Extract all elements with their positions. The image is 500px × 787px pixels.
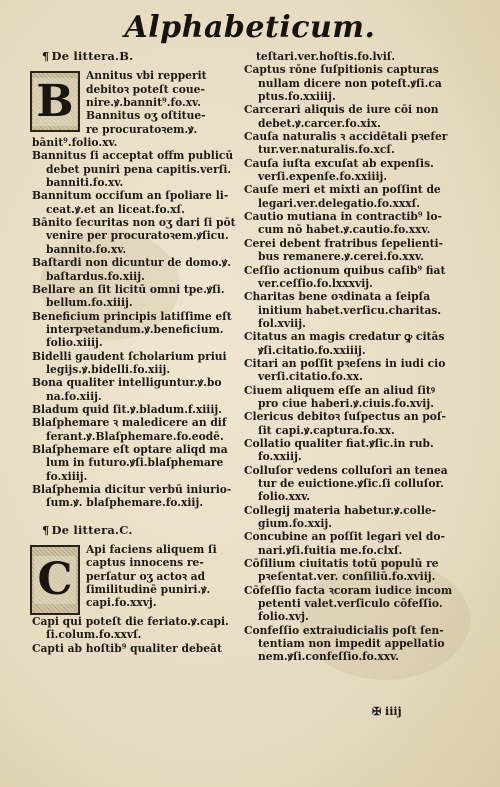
- entry-line: bānit⁹.folio.xv.: [32, 136, 118, 150]
- entry-line: Blaſphemia dicitur verbū iniurio-: [32, 483, 232, 496]
- entry-line: banniti.fo.xv.: [46, 176, 124, 190]
- entry-line: fol.xviij.: [258, 316, 306, 330]
- list-item: [244, 357, 462, 384]
- entry-line: fo.xxiij.: [258, 450, 302, 464]
- entry-line: nullam dicere non poteſt.ꝟſi.ca: [258, 76, 442, 90]
- list-item: [244, 504, 462, 531]
- initial-entry-b: [32, 69, 238, 149]
- entry-line: Baſtardi non dicuntur de domo.ꝟ.: [32, 256, 231, 270]
- section-heading-b: [42, 50, 238, 63]
- entry-line: Bannitus oʒ oſtitue-: [86, 109, 206, 123]
- initial-letter: C: [34, 556, 75, 604]
- entry-line: tur de euictione.ꝟſic.ſi colluſor.: [258, 477, 444, 490]
- entry-line: Blaſphemare ꝛ maledicere an dif: [32, 416, 227, 430]
- entry-line: Cōfeſſio facta ꝛcoram iudice incom: [244, 583, 453, 597]
- entry-line: nari.ꝟſi.fuitia me.fo.clxſ.: [258, 543, 403, 557]
- section-heading-text: De littera.C.: [51, 522, 133, 537]
- list-item: [32, 256, 238, 283]
- entry-line: tur.ver.naturalis.fo.xcſ.: [258, 143, 395, 157]
- entry-line: na.fo.xiij.: [46, 389, 102, 403]
- initial-entry-c: [32, 543, 238, 615]
- entries-c: [32, 615, 238, 655]
- section-heading-text: De littera.B.: [51, 49, 134, 63]
- decorated-initial-b: [30, 71, 80, 132]
- list-item: [244, 530, 462, 557]
- entry-line: folio.xxv.: [258, 490, 311, 504]
- entry-line: ptus.fo.xxiiij.: [258, 90, 336, 104]
- list-item: [244, 290, 462, 330]
- entry-line: folio.xiiij.: [46, 336, 103, 350]
- list-item: [32, 350, 238, 377]
- list-item: [32, 483, 238, 510]
- list-item: [244, 183, 462, 210]
- list-item: [32, 310, 238, 350]
- entry-line: legijs.ꝟ.bidelli.fo.xiij.: [46, 362, 171, 376]
- entry-line: ſum.ꝟ. blaſphemare.fo.xiij.: [46, 496, 204, 510]
- entry-line: Cauſe meri et mixti an poſſint de: [244, 183, 441, 197]
- spacer: [32, 510, 238, 524]
- entry-line: fo.xiiij.: [46, 469, 88, 483]
- entry-line: debet puniri pena capitis.verſi.: [46, 162, 232, 176]
- list-item: [32, 403, 238, 416]
- entry-line: Cerei debent fratribus ſepelienti-: [244, 236, 444, 250]
- list-item: [32, 216, 238, 256]
- entry-line: tentiam non impedit appellatio: [258, 637, 445, 651]
- entry-line: lum in futuro.ꝟſi.blaſphemare: [46, 456, 224, 470]
- entry-line: petenti valet.verſiculo cōfeſſio.: [258, 597, 443, 611]
- entry-line: ceat.ꝟ.et an liceat.fo.xſ.: [46, 202, 185, 216]
- list-item: [244, 557, 462, 584]
- entry-line: perſatur oʒ actoꝛ ad: [86, 569, 206, 583]
- initial-letter: B: [33, 78, 76, 126]
- entry-line: Bidelli gaudent ſcholarium priui: [32, 349, 227, 363]
- pilcrow-icon: ¶: [42, 522, 50, 537]
- entry-line: debitoꝛ poteſt coue-: [86, 82, 205, 96]
- entry-line: Cōſilium ciuitatis totū populū re: [244, 557, 439, 571]
- entry-line: nire.ꝟ.bannit⁹.fo.xv.: [86, 96, 201, 110]
- pilcrow-icon: ¶: [42, 49, 50, 63]
- list-item: [32, 642, 238, 655]
- entry-line: pro ciue haberi.ꝟ.ciuis.fo.xvij.: [258, 396, 434, 410]
- list-item: [244, 264, 462, 291]
- entry-line: Charitas bene oꝛdinata a ſeipſa: [244, 290, 431, 304]
- signature-mark: ✠ iiij: [372, 705, 402, 718]
- list-item: [244, 464, 462, 504]
- entry-line: Cauſa iuſta excuſat ab expenſis.: [244, 156, 434, 170]
- entry-line: Colluſor vedens colluſori an tenea: [244, 463, 448, 477]
- page-title: Alphabeticum.: [124, 10, 376, 45]
- entry-line: cum nō habet.ꝟ.cautio.fo.xxv.: [258, 223, 431, 237]
- entry-line: ſit capi.ꝟ.captura.fo.xx.: [258, 423, 395, 437]
- right-column: [244, 50, 462, 664]
- list-item: [32, 149, 238, 189]
- entry-line: Collegij materia habetur.ꝟ.colle-: [244, 503, 437, 517]
- entry-line: Blaſphemare eſt optare aliqd ma: [32, 442, 228, 456]
- entry-line: Bannitus ſi acceptat offm publicū: [32, 149, 234, 163]
- entry-line: pꝛeſentat.ver. conſiliū.fo.xviij.: [258, 570, 436, 584]
- entry-line: ferant.ꝟ.Blaſphemare.fo.eodē.: [46, 429, 224, 443]
- decorated-initial-c: [30, 545, 80, 615]
- entry-line: ſi.colum.fo.xxvſ.: [46, 628, 142, 642]
- entry-line: Ceſſio actionum quibus caſib⁹ fiat: [244, 263, 446, 277]
- list-item: [244, 584, 462, 624]
- entry-line: Annitus vbi repperit: [86, 69, 207, 83]
- list-item: [32, 443, 238, 483]
- entry-line: bannito.fo.xv.: [46, 242, 127, 256]
- list-item: [244, 410, 462, 437]
- entry-line: re procuratoꝛem.ꝟ.: [86, 122, 198, 136]
- list-item: [244, 103, 462, 130]
- entry-line: Cauſa naturalis ꝛ accidētali pꝛefer: [244, 130, 448, 144]
- entry-line: bellum.fo.xiiij.: [46, 296, 133, 310]
- list-item: [244, 237, 462, 264]
- entry-line: folio.xvj.: [258, 610, 309, 624]
- entry-line: baſtardus.fo.xiij.: [46, 269, 145, 283]
- entry-line: debet.ꝟ.carcer.fo.xix.: [258, 116, 381, 130]
- entry-line: bus remanere.ꝟ.cerei.fo.xxv.: [258, 250, 424, 264]
- list-item: [244, 624, 462, 664]
- list-item: [244, 210, 462, 237]
- entry-line: initium habet.verſicu.charitas.: [258, 303, 442, 317]
- list-item: [244, 330, 462, 357]
- entry-line: nem.ꝟſi.confeſſio.fo.xxv.: [258, 650, 399, 664]
- entry-line: Bladum quid ſit.ꝟ.bladum.f.xiiij.: [32, 402, 223, 416]
- entry-line: venire per procuratoꝛem.ꝟſicu.: [46, 229, 229, 243]
- entry-line: teſtari.ver.hoſtis.fo.lviſ.: [256, 50, 396, 63]
- list-item: [244, 50, 462, 63]
- entry-line: Confeſſio extraiudicialis poſt ſen-: [244, 623, 444, 637]
- entry-line: verſi.citatio.fo.xx.: [258, 370, 363, 384]
- section-heading-c: [42, 524, 238, 537]
- entry-line: Capti ab hoſtib⁹ qualiter debeāt: [32, 641, 222, 655]
- entry-line: Concubine an poſſit legari vel do-: [244, 530, 445, 544]
- list-item: [32, 283, 238, 310]
- entry-line: ꝟſi.citatio.fo.xxiiij.: [258, 343, 366, 357]
- entry-line: Collatio qualiter fiat.ꝟſic.in rub.: [244, 436, 434, 450]
- entry-line: verſi.expenſe.fo.xxiiij.: [258, 170, 388, 184]
- list-item: [244, 384, 462, 411]
- entry-line: Beneficium principis latiſſime eſt: [32, 309, 232, 323]
- list-item: [244, 157, 462, 184]
- entry-line: Carcerari aliquis de iure cōi non: [244, 103, 439, 117]
- list-item: [32, 376, 238, 403]
- list-item: [32, 615, 238, 642]
- entry-line: Bona qualiter intelliguntur.ꝟ.bo: [32, 376, 222, 390]
- entry-line: ſimilitudinē puniri.ꝟ.: [86, 583, 211, 597]
- list-item: [32, 189, 238, 216]
- entry-line: interpꝛetandum.ꝟ.beneficium.: [46, 322, 224, 336]
- entry-line: Bānito ſecuritas non oʒ dari ſi pōt: [32, 216, 236, 230]
- entry-line: Bannitum occiſum an ſpoliare li-: [32, 189, 229, 203]
- list-item: [32, 416, 238, 443]
- entry-line: Citatus an magis credatur ꝙ citās: [244, 330, 445, 344]
- entry-line: ver.ceſſio.fo.lxxxvij.: [258, 276, 373, 290]
- entry-line: gium.fo.xxij.: [258, 517, 332, 531]
- entry-line: Citari an poſſit pꝛeſens in iudi cio: [244, 356, 446, 370]
- entry-line: Clericus debitoꝛ ſuſpectus an poſ-: [244, 410, 446, 424]
- entry-line: Cautio mutiana in contractib⁹ lo-: [244, 210, 442, 224]
- entry-line: Ciuem aliquem eſſe an aliud ſitꝰ: [244, 383, 435, 397]
- left-column: [32, 50, 238, 655]
- entry-line: captus innocens re-: [86, 556, 204, 570]
- list-item: [244, 63, 462, 103]
- entry-line: Capi qui poteſt die feriato.ꝟ.capi.: [32, 615, 229, 629]
- entry-line: Captus rōne ſuſpitionis capturas: [244, 63, 439, 77]
- entry-line: legari.ver.delegatio.fo.xxxſ.: [258, 196, 420, 210]
- list-item: [244, 130, 462, 157]
- list-item: [244, 437, 462, 464]
- entries-b: [32, 149, 238, 509]
- entry-line: Api faciens aliquem ſi: [86, 543, 217, 557]
- entry-line: Bellare an ſit licitū omni tpe.ꝟſi.: [32, 282, 225, 296]
- entry-line: capi.fo.xxvj.: [86, 596, 157, 610]
